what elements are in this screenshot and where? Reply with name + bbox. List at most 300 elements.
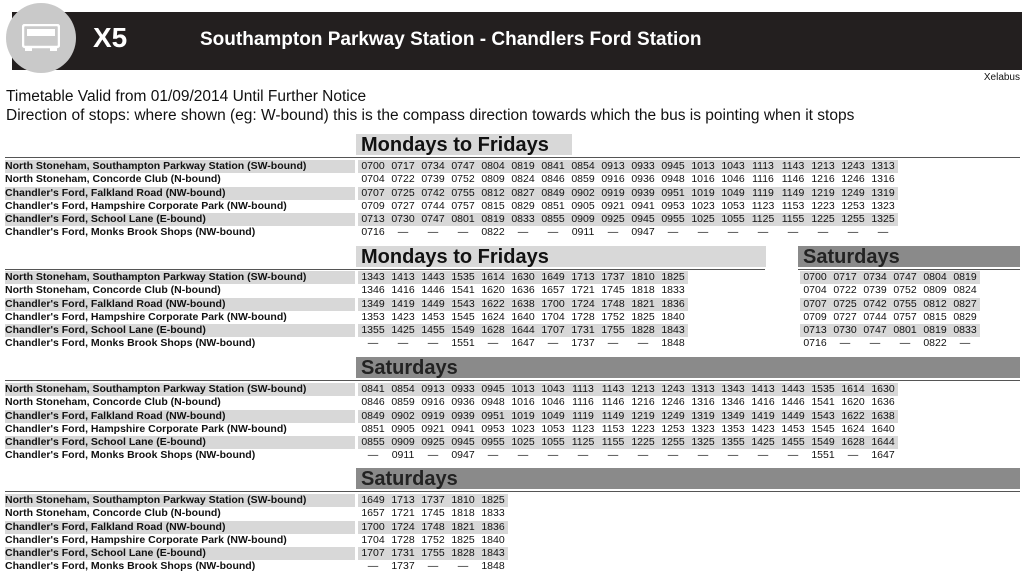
time-cell: 1055: [721, 213, 745, 226]
time-cell: 1125: [751, 213, 775, 226]
time-cell: —: [697, 226, 709, 239]
time-cell: 1253: [841, 199, 865, 212]
time-cell: 1628: [481, 324, 505, 337]
time-cell: 1721: [391, 507, 415, 520]
time-cell: 0855: [361, 436, 385, 449]
time-cell: 0911: [571, 226, 595, 239]
divider: [798, 269, 1020, 270]
time-cell: —: [959, 337, 971, 350]
time-cell: 1828: [631, 324, 655, 337]
time-cell: 1707: [361, 547, 385, 560]
stop-name: Chandler's Ford, Hampshire Corporate Park (NW-bound): [5, 310, 287, 323]
route-badge: [6, 3, 76, 73]
time-cell: —: [487, 449, 499, 462]
time-cell: 1833: [661, 284, 685, 297]
time-cell: 1446: [421, 284, 445, 297]
time-cell: 1728: [571, 310, 595, 323]
time-cell: 1025: [511, 436, 535, 449]
time-cell: —: [367, 449, 379, 462]
time-cell: 1543: [811, 409, 835, 422]
time-cell: 1223: [811, 199, 835, 212]
stop-name: North Stoneham, Southampton Parkway Station (SW-bound): [5, 494, 355, 507]
time-cell: 1246: [841, 173, 865, 186]
time-cell: 0734: [421, 160, 445, 172]
time-cell: 1640: [511, 310, 535, 323]
time-cell: 0945: [631, 213, 655, 226]
time-cell: 0747: [421, 213, 445, 226]
time-cell: —: [427, 226, 439, 239]
time-cell: 0849: [361, 409, 385, 422]
time-cell: 1624: [481, 310, 505, 323]
time-cell: 1055: [541, 436, 565, 449]
time-cell: 0709: [803, 310, 827, 323]
time-row: [358, 534, 508, 547]
time-cell: 1543: [451, 297, 475, 310]
time-cell: 1349: [361, 297, 385, 310]
time-cell: 0815: [481, 199, 505, 212]
time-cell: 1707: [541, 324, 565, 337]
time-cell: —: [727, 226, 739, 239]
time-cell: 0713: [803, 324, 827, 337]
time-cell: 1843: [481, 547, 505, 560]
stop-name: Chandler's Ford, Falkland Road (NW-bound): [5, 410, 355, 423]
time-cell: 1425: [751, 436, 775, 449]
time-cell: 0833: [953, 324, 977, 337]
time-cell: 0919: [421, 409, 445, 422]
time-cell: 1737: [571, 337, 595, 350]
time-cell: 0755: [893, 297, 917, 310]
time-cell: 1620: [481, 284, 505, 297]
time-cell: 0859: [571, 173, 595, 186]
time-cell: 0717: [391, 160, 415, 172]
time-row: [358, 494, 508, 507]
time-row: [800, 337, 980, 350]
time-cell: 1825: [661, 271, 685, 283]
time-row: [358, 396, 898, 409]
time-cell: 0704: [361, 173, 385, 186]
time-cell: 1840: [661, 310, 685, 323]
time-cell: 1046: [721, 173, 745, 186]
time-cell: 1413: [751, 383, 775, 395]
time-cell: 0925: [421, 436, 445, 449]
time-row: [358, 284, 688, 297]
time-cell: 0911: [391, 449, 415, 462]
time-cell: —: [899, 337, 911, 350]
time-cell: —: [517, 226, 529, 239]
time-cell: 1614: [841, 383, 865, 395]
stop-list: [5, 271, 355, 351]
bus-icon: [22, 24, 60, 52]
time-cell: 0730: [391, 213, 415, 226]
time-cell: 1155: [601, 436, 625, 449]
time-cell: 0953: [661, 199, 685, 212]
time-row: [358, 324, 688, 337]
time-cell: 1243: [841, 160, 865, 172]
time-cell: 0909: [391, 436, 415, 449]
time-cell: 0822: [923, 337, 947, 350]
time-cell: 0700: [803, 271, 827, 283]
times-grid-mf1: [358, 160, 898, 240]
validity-note: Timetable Valid from 01/09/2014 Until Further Notice: [6, 88, 367, 105]
time-cell: 0819: [923, 324, 947, 337]
time-cell: 1053: [541, 422, 565, 435]
time-cell: 1346: [361, 284, 385, 297]
time-cell: 1353: [721, 422, 745, 435]
time-cell: 0941: [631, 199, 655, 212]
time-cell: 1249: [841, 186, 865, 199]
time-cell: 0955: [661, 213, 685, 226]
time-cell: 0819: [511, 160, 535, 172]
time-cell: 0804: [923, 271, 947, 283]
time-cell: 1638: [871, 409, 895, 422]
time-cell: 1423: [391, 310, 415, 323]
time-cell: 1649: [361, 494, 385, 506]
time-cell: 1353: [361, 310, 385, 323]
time-cell: 0822: [481, 226, 505, 239]
time-cell: 1313: [871, 160, 895, 172]
time-cell: 0905: [571, 199, 595, 212]
time-cell: 0725: [391, 186, 415, 199]
time-cell: 0747: [451, 160, 475, 172]
time-cell: 0951: [481, 409, 505, 422]
times-grid-mf2: [358, 271, 688, 351]
time-cell: 1644: [511, 324, 535, 337]
stop-name: North Stoneham, Concorde Club (N-bound): [5, 396, 221, 409]
time-cell: 1425: [391, 324, 415, 337]
time-row: [358, 423, 898, 436]
time-cell: 1225: [631, 436, 655, 449]
time-cell: 0700: [361, 160, 385, 172]
time-cell: —: [787, 449, 799, 462]
time-cell: 0953: [481, 422, 505, 435]
time-cell: 0945: [451, 436, 475, 449]
time-cell: 1446: [781, 396, 805, 409]
time-cell: 1125: [571, 436, 595, 449]
time-cell: 1423: [751, 422, 775, 435]
time-cell: 1647: [871, 449, 895, 462]
route-title: Southampton Parkway Station - Chandlers Ford Station: [200, 29, 702, 50]
stop-name: North Stoneham, Southampton Parkway Station (SW-bound): [5, 271, 355, 284]
time-cell: 0730: [833, 324, 857, 337]
time-row: [800, 271, 980, 284]
time-cell: —: [727, 449, 739, 462]
section-title: Mondays to Fridays: [361, 134, 549, 156]
time-cell: 1323: [691, 422, 715, 435]
time-cell: 0846: [361, 396, 385, 409]
time-cell: 1644: [871, 436, 895, 449]
time-cell: 0829: [511, 199, 535, 212]
time-cell: 0849: [541, 186, 565, 199]
stop-name: North Stoneham, Southampton Parkway Station (SW-bound): [5, 160, 355, 173]
section-title: Mondays to Fridays: [361, 246, 549, 268]
time-cell: 0801: [451, 213, 475, 226]
time-cell: 1243: [661, 383, 685, 395]
time-row: [800, 311, 980, 324]
time-cell: —: [637, 337, 649, 350]
time-row: [800, 298, 980, 311]
time-cell: 1225: [811, 213, 835, 226]
time-row: [358, 226, 898, 239]
time-cell: 0829: [953, 310, 977, 323]
stop-name: Chandler's Ford, School Lane (E-bound): [5, 436, 355, 449]
time-cell: 1349: [721, 409, 745, 422]
time-cell: 0902: [571, 186, 595, 199]
time-cell: 0859: [391, 396, 415, 409]
time-cell: 1551: [811, 449, 835, 462]
time-cell: 1535: [811, 383, 835, 395]
time-cell: 0744: [863, 310, 887, 323]
time-cell: 1023: [691, 199, 715, 212]
time-cell: —: [667, 226, 679, 239]
stop-name: Chandler's Ford, School Lane (E-bound): [5, 324, 355, 337]
divider: [5, 157, 1020, 158]
time-cell: 1549: [451, 324, 475, 337]
time-cell: 0809: [481, 173, 505, 186]
time-row: [358, 160, 898, 173]
time-cell: 0948: [481, 396, 505, 409]
time-cell: 0739: [421, 173, 445, 186]
time-cell: 1700: [541, 297, 565, 310]
time-cell: —: [457, 560, 469, 573]
stop-name: North Stoneham, Concorde Club (N-bound): [5, 284, 221, 297]
time-cell: 0913: [601, 160, 625, 172]
time-cell: 1146: [781, 173, 805, 186]
time-cell: 1043: [721, 160, 745, 172]
time-cell: —: [637, 449, 649, 462]
time-cell: 1728: [391, 533, 415, 546]
time-cell: 0812: [481, 186, 505, 199]
time-cell: 1713: [571, 271, 595, 283]
time-cell: 1016: [691, 173, 715, 186]
time-cell: 0939: [451, 409, 475, 422]
time-cell: 1319: [871, 186, 895, 199]
time-cell: 1143: [601, 383, 625, 395]
time-cell: —: [397, 226, 409, 239]
time-cell: 0916: [601, 173, 625, 186]
section-title: Saturdays: [803, 246, 900, 268]
time-cell: 1443: [421, 271, 445, 283]
time-cell: 0824: [511, 173, 535, 186]
time-cell: —: [367, 337, 379, 350]
time-row: [358, 200, 898, 213]
time-cell: 0854: [391, 383, 415, 395]
time-cell: —: [547, 226, 559, 239]
time-cell: 0851: [361, 422, 385, 435]
time-cell: 1848: [481, 560, 505, 573]
stop-name: Chandler's Ford, Monks Brook Shops (NW-bound): [5, 560, 256, 573]
time-cell: 1246: [661, 396, 685, 409]
time-cell: 1630: [511, 271, 535, 283]
time-cell: 0739: [863, 284, 887, 297]
time-cell: 1748: [421, 520, 445, 533]
time-cell: 1810: [451, 494, 475, 506]
time-cell: 1724: [391, 520, 415, 533]
time-cell: 1624: [841, 422, 865, 435]
time-cell: 0921: [421, 422, 445, 435]
time-cell: 1737: [601, 271, 625, 283]
stop-name: Chandler's Ford, Monks Brook Shops (NW-bound): [5, 449, 256, 462]
time-cell: 1828: [451, 547, 475, 560]
time-cell: 1323: [871, 199, 895, 212]
time-cell: —: [397, 337, 409, 350]
direction-note: Direction of stops: where shown (eg: W-bound) this is the compass direction towards which the bus is pointing when it stops: [6, 107, 855, 124]
time-cell: 1149: [781, 186, 805, 199]
time-cell: 1216: [631, 396, 655, 409]
section-header-sat1: [798, 246, 1020, 267]
divider: [5, 380, 1020, 381]
time-cell: 1155: [781, 213, 805, 226]
times-grid-sat2: [358, 383, 898, 463]
time-cell: 1255: [661, 436, 685, 449]
time-cell: 1025: [691, 213, 715, 226]
time-cell: 0804: [481, 160, 505, 172]
time-cell: 1755: [601, 324, 625, 337]
time-row: [358, 271, 688, 284]
time-cell: 1752: [601, 310, 625, 323]
section-title: Saturdays: [361, 357, 458, 379]
time-cell: 1825: [631, 310, 655, 323]
time-cell: 1449: [421, 297, 445, 310]
time-cell: 1551: [451, 337, 475, 350]
time-cell: 1628: [841, 436, 865, 449]
time-cell: 0815: [923, 310, 947, 323]
time-cell: 1016: [511, 396, 535, 409]
time-cell: —: [817, 226, 829, 239]
time-cell: —: [547, 449, 559, 462]
time-cell: 1355: [361, 324, 385, 337]
time-cell: 1053: [721, 199, 745, 212]
stop-name: North Stoneham, Concorde Club (N-bound): [5, 173, 221, 186]
time-cell: 0717: [833, 271, 857, 283]
time-row: [358, 173, 898, 186]
time-cell: 1620: [841, 396, 865, 409]
time-cell: 0913: [421, 383, 445, 395]
time-cell: 1636: [871, 396, 895, 409]
time-cell: 1737: [391, 560, 415, 573]
time-cell: 1704: [361, 533, 385, 546]
time-cell: 1545: [811, 422, 835, 435]
time-row: [358, 547, 508, 560]
time-row: [358, 507, 508, 520]
time-cell: 1019: [511, 409, 535, 422]
time-cell: 0742: [863, 297, 887, 310]
time-cell: 1343: [721, 383, 745, 395]
time-cell: 0812: [923, 297, 947, 310]
time-cell: —: [427, 337, 439, 350]
time-cell: —: [847, 449, 859, 462]
time-cell: 1638: [511, 297, 535, 310]
stop-name: Chandler's Ford, Hampshire Corporate Park (NW-bound): [5, 422, 287, 435]
time-cell: —: [697, 449, 709, 462]
time-cell: 1413: [391, 271, 415, 283]
time-cell: —: [487, 337, 499, 350]
time-row: [358, 560, 508, 573]
time-cell: 1123: [571, 422, 595, 435]
time-cell: 1630: [871, 383, 895, 395]
time-cell: 1119: [752, 186, 774, 199]
time-cell: 0851: [541, 199, 565, 212]
stop-name: Chandler's Ford, Hampshire Corporate Park (NW-bound): [5, 533, 287, 546]
time-cell: 1116: [752, 173, 774, 186]
time-cell: 1825: [481, 494, 505, 506]
time-cell: 1043: [541, 383, 565, 395]
time-cell: 1622: [481, 297, 505, 310]
time-cell: 1745: [421, 507, 445, 520]
time-cell: 0933: [631, 160, 655, 172]
time-cell: 0742: [421, 186, 445, 199]
time-cell: 0841: [541, 160, 565, 172]
time-cell: 0707: [361, 186, 385, 199]
time-cell: 1416: [751, 396, 775, 409]
time-cell: 0707: [803, 297, 827, 310]
time-cell: 0809: [923, 284, 947, 297]
time-cell: 0945: [481, 383, 505, 395]
time-cell: 0722: [391, 173, 415, 186]
time-cell: —: [547, 337, 559, 350]
time-cell: 1213: [811, 160, 835, 172]
time-cell: 0955: [481, 436, 505, 449]
time-cell: 0752: [893, 284, 917, 297]
time-cell: 1153: [781, 199, 805, 212]
time-cell: 0716: [361, 226, 385, 239]
time-cell: 0755: [451, 186, 475, 199]
time-cell: 1013: [511, 383, 535, 395]
time-cell: 1545: [451, 310, 475, 323]
time-cell: 0925: [601, 213, 625, 226]
time-cell: 1704: [541, 310, 565, 323]
time-cell: 1649: [541, 271, 565, 283]
time-cell: 0744: [421, 199, 445, 212]
time-cell: 1449: [781, 409, 805, 422]
time-cell: 1755: [421, 547, 445, 560]
time-cell: 1453: [781, 422, 805, 435]
time-cell: 0819: [481, 213, 505, 226]
time-cell: 1219: [631, 409, 655, 422]
time-cell: 0909: [571, 213, 595, 226]
time-cell: 1343: [361, 271, 385, 283]
time-cell: —: [839, 337, 851, 350]
time-row: [800, 324, 980, 337]
stop-name: Chandler's Ford, Monks Brook Shops (NW-bound): [5, 337, 256, 350]
time-row: [800, 284, 980, 297]
time-cell: —: [667, 449, 679, 462]
time-cell: 0713: [361, 213, 385, 226]
time-cell: 1840: [481, 533, 505, 546]
time-cell: 1821: [631, 297, 655, 310]
time-row: [358, 311, 688, 324]
time-row: [358, 436, 898, 449]
time-cell: 1316: [691, 396, 715, 409]
section-title: Saturdays: [361, 468, 458, 490]
time-cell: 1549: [811, 436, 835, 449]
time-cell: 0819: [953, 271, 977, 283]
time-cell: 1622: [841, 409, 865, 422]
time-cell: 1213: [631, 383, 655, 395]
time-cell: 1818: [631, 284, 655, 297]
operator-name: Xelabus: [983, 72, 1020, 83]
time-cell: —: [757, 449, 769, 462]
time-cell: 1748: [601, 297, 625, 310]
time-cell: 1113: [572, 383, 594, 395]
time-row: [358, 187, 898, 200]
time-cell: 1836: [661, 297, 685, 310]
time-cell: 1313: [691, 383, 715, 395]
time-cell: 1453: [421, 310, 445, 323]
stop-name: Chandler's Ford, Falkland Road (NW-bound): [5, 298, 355, 311]
time-cell: 1455: [781, 436, 805, 449]
time-row: [358, 337, 688, 350]
time-cell: —: [427, 449, 439, 462]
